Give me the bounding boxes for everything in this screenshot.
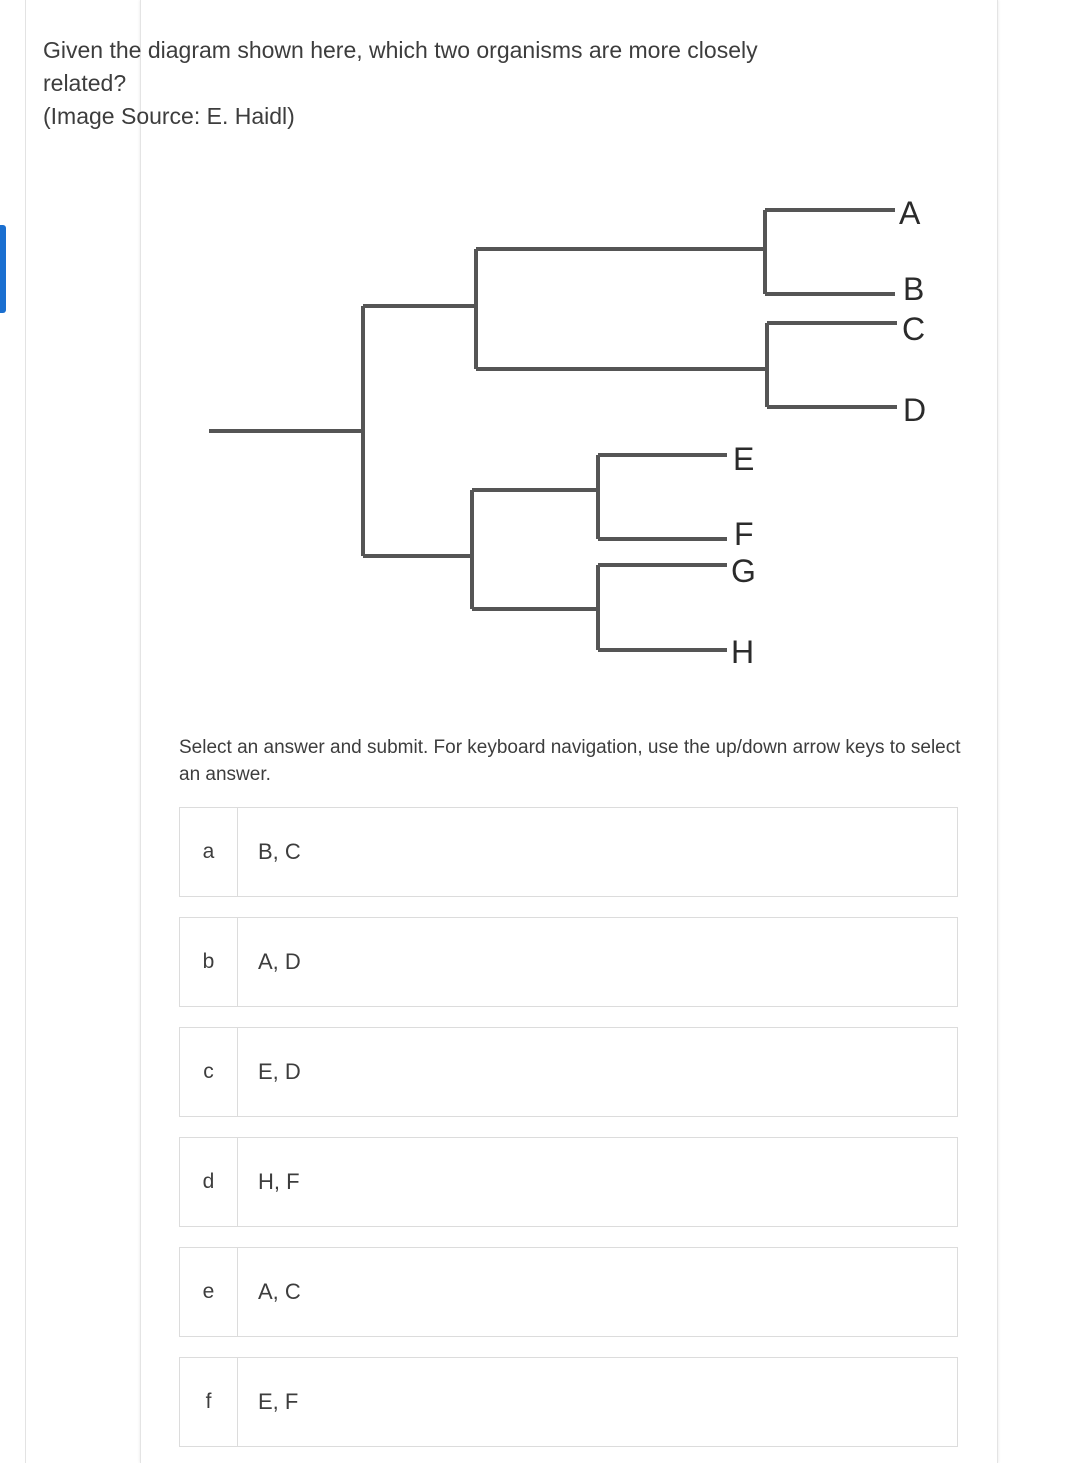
leaf-label-b: B <box>903 271 925 307</box>
answer-option-e[interactable] <box>179 1247 958 1337</box>
answer-options <box>179 807 958 1463</box>
leaf-label-d: D <box>903 392 927 428</box>
question-prompt: Given the diagram shown here, which two organisms are more closely related? <box>43 37 758 96</box>
option-text: A, D <box>258 949 301 974</box>
option-letter: e <box>180 1248 238 1336</box>
leaf-label-e: E <box>733 441 755 477</box>
question-text <box>43 34 823 133</box>
answer-option-f[interactable] <box>179 1357 958 1447</box>
option-text: A, C <box>258 1279 301 1304</box>
instructions-text: Select an answer and submit. For keyboard navigation, use the up/down arrow keys to select an answer. <box>179 737 961 785</box>
answer-option-b[interactable] <box>179 917 958 1007</box>
left-rail-divider <box>25 0 26 1463</box>
option-text: E, D <box>258 1059 301 1084</box>
answer-option-c[interactable] <box>179 1027 958 1117</box>
leaf-label-c: C <box>902 311 926 347</box>
option-letter: a <box>180 808 238 896</box>
answer-option-d[interactable] <box>179 1137 958 1227</box>
option-letter: b <box>180 918 238 1006</box>
option-letter: d <box>180 1138 238 1226</box>
option-letter: c <box>180 1028 238 1116</box>
option-text: B, C <box>258 839 301 864</box>
option-letter: f <box>180 1358 238 1446</box>
option-text: E, F <box>258 1389 299 1414</box>
leaf-label-h: H <box>731 634 755 670</box>
leaf-label-f: F <box>734 516 754 552</box>
side-tab-indicator[interactable] <box>0 225 6 313</box>
leaf-label-g: G <box>731 553 756 589</box>
answer-option-a[interactable] <box>179 807 958 897</box>
option-text: H, F <box>258 1169 300 1194</box>
image-source: (Image Source: E. Haidl) <box>43 103 295 129</box>
leaf-label-a: A <box>899 195 921 231</box>
